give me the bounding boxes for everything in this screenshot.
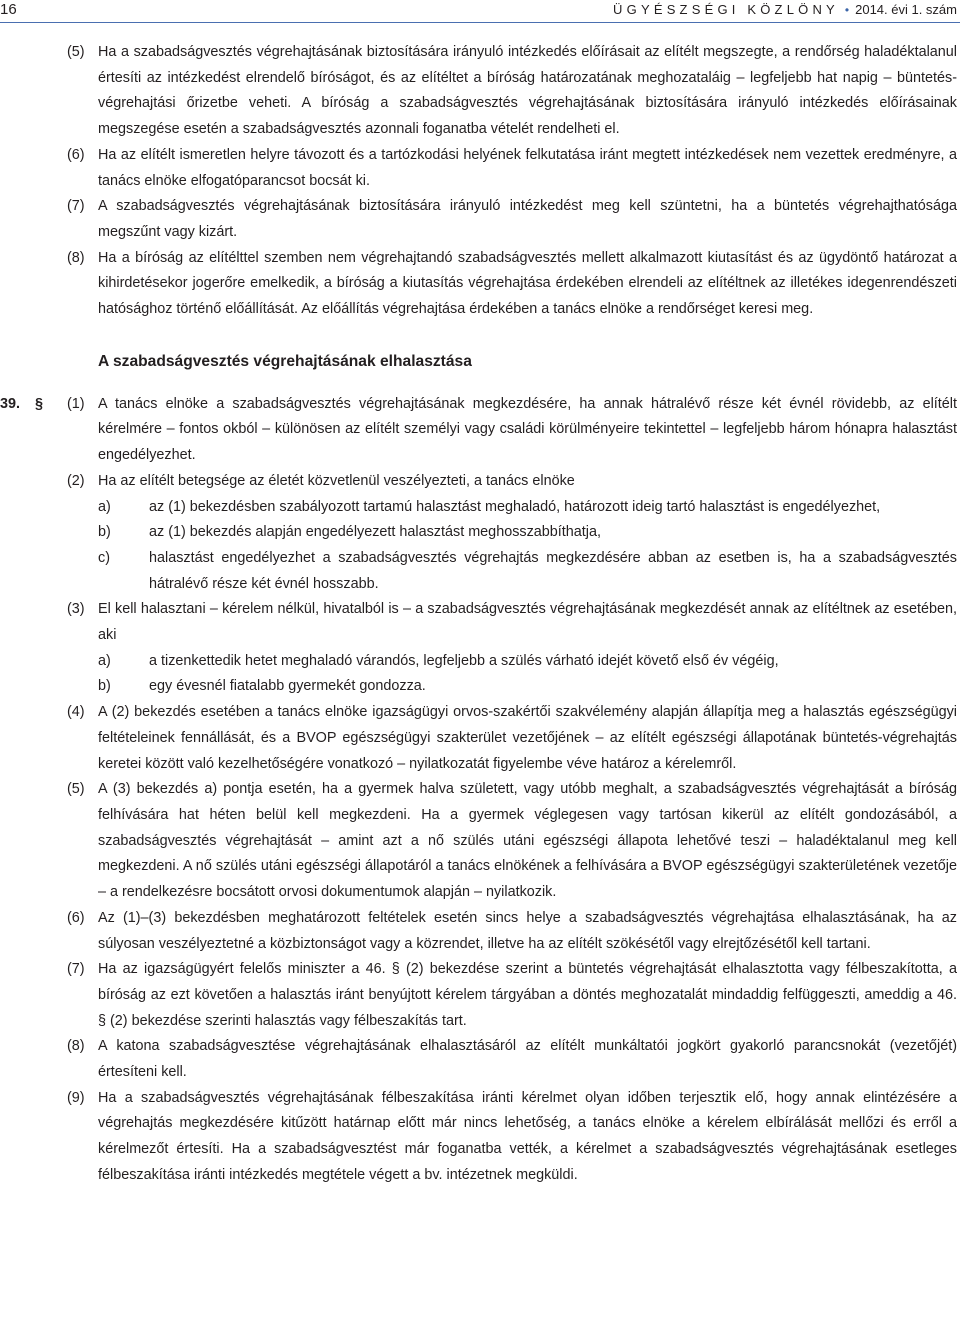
section-heading: A szabadságvesztés végrehajtásának elhalasztása xyxy=(98,352,472,370)
paragraph-number: (6) xyxy=(67,146,85,163)
section-number: 39. xyxy=(0,395,21,412)
paragraph-text: Ha az igazságügyért felelős miniszter a 46. § (2) bekezdése szerint a büntetés végrehajtását elhalasztotta vagy félbeszakította, a bíróság az ezt követően a halasztás iránt benyújtott kérelem tárgyában a döntés meghozatalát mindaddig felfüggeszti, ameddig a 46. § (2) bekezdése szerinti halasztás vagy félbeszakítás tart. xyxy=(98,961,957,1029)
section-39-paragraph-2 xyxy=(0,469,960,495)
section-39-paragraph-8 xyxy=(0,1034,960,1085)
item-text: a tizenkettedik hetet meghaladó várandós, legfeljebb a szülés várható idejét követő első év végéig, xyxy=(149,652,779,669)
section-39-paragraph-6 xyxy=(0,906,960,957)
paragraph-text: Ha az elítélt betegsége az életét közvetlenül veszélyezteti, a tanács elnöke xyxy=(98,472,575,489)
paragraph-text: A tanács elnöke a szabadságvesztés végrehajtásának megkezdésére, ha annak hátralévő része két évnél rövidebb, az elítélt kérelmére – fontos okból – különösen az elítélt személyi vagy családi körülményeire tekintettel – legfeljebb három hónapra halasztást engedélyezhet. xyxy=(98,395,957,464)
paragraph-text: Ha a szabadságvesztés végrehajtásának félbeszakítása iránti kérelmet olyan időben terjesztik elő, hogy annak elintézésére a végrehajtás megkezdésére kitűzött határnap előtt már nincs lehetőség, a tanács elnöke a kérelem elbírálását mellőzi és erről a kérelmezőt értesíti. Ha a szabadságvesztést már foganatba vették, a kérelmet a szabadságvesztés végrehajtásának esetleges félbeszakítása iránti intézkedés megtétele végett a bv. intézetnek megküldi. xyxy=(98,1089,957,1183)
item-label: b) xyxy=(98,678,111,695)
bullet-icon: • xyxy=(844,3,850,17)
paragraph-8 xyxy=(0,246,960,323)
section-39-paragraph-4 xyxy=(0,700,960,777)
paragraph-number: (5) xyxy=(67,781,85,798)
section-39-paragraph-3 xyxy=(0,597,960,648)
item-text: az (1) bekezdésben szabályozott tartamú halasztást meghaladó, határozott ideig tartó halasztást is engedélyezhet, xyxy=(149,498,881,515)
section-39-paragraph-5 xyxy=(0,777,960,906)
paragraph-number: (3) xyxy=(67,601,85,618)
paragraph-number: (8) xyxy=(67,1038,85,1055)
paragraph-number: (2) xyxy=(67,472,85,489)
item-label: c) xyxy=(98,549,110,566)
item-text: egy évesnél fiatalabb gyermekét gondozza. xyxy=(149,678,426,695)
paragraph-text: A (2) bekezdés esetében a tanács elnöke igazságügyi orvos-szakértői szakvélemény alapján állapítja meg a halasztás egészségügyi feltételeinek fennállását, és a BVOP egészségügyi szakterület vezetőjének – az elítélt egészségi állapotának büntetés-végrehajtás keretei között való kezelhetőségére vonatkozó – nyilatkozatát figyelembe véve határoz a kérelemről. xyxy=(98,704,957,772)
list-item xyxy=(0,495,960,521)
section-39-paragraph-1 xyxy=(0,392,960,469)
item-text: az (1) bekezdés alapján engedélyezett halasztást meghosszabbíthatja, xyxy=(149,524,601,541)
issue-label: 2014. évi 1. szám xyxy=(855,2,957,17)
paragraph-number: (8) xyxy=(67,249,85,266)
running-header xyxy=(613,0,957,20)
paragraph-number: (7) xyxy=(67,198,85,215)
paragraph-number: (9) xyxy=(67,1089,85,1106)
section-39-paragraph-9 xyxy=(0,1086,960,1189)
item-text: halasztást engedélyezhet a szabadságvesztés végrehajtás megkezdésére abban az esetben is, ha a szabadságvesztés hátralévő része két évnél hosszabb. xyxy=(149,549,957,592)
paragraph-7 xyxy=(0,194,960,245)
item-label: b) xyxy=(98,524,111,541)
section-39-paragraph-7 xyxy=(0,957,960,1034)
paragraph-number: (6) xyxy=(67,909,85,926)
journal-title: ÜGYÉSZSÉGI KÖZLÖNY xyxy=(613,2,839,17)
section-sign: § xyxy=(35,395,44,412)
header-rule xyxy=(0,22,960,23)
paragraph-text: El kell halasztani – kérelem nélkül, hivatalból is – a szabadságvesztés végrehajtásának megkezdését annak az elítéltnek az esetében, aki xyxy=(98,601,957,644)
paragraph-number: (1) xyxy=(67,395,85,412)
item-label: a) xyxy=(98,498,111,515)
paragraph-number: (5) xyxy=(67,44,85,60)
paragraph-text: Ha a bíróság az elítélttel szemben nem végrehajtandó szabadságvesztés mellett alkalmazott kiutasítást és az ügydöntő határozat a kihirdetésekor jogerőre emelkedik, a bíróság a kiutasítás végrehajtása érdekében elrendeli az elítéltnek az illetékes idegenrendészeti hatósághoz történő előállítását. Az előállítás végrehajtása érdekében a tanács elnöke a rendőrséget keresi meg. xyxy=(98,249,957,318)
paragraph-number: (7) xyxy=(67,961,85,978)
item-label: a) xyxy=(98,652,111,669)
list-item xyxy=(0,674,960,700)
paragraph-text: A (3) bekezdés a) pontja esetén, ha a gyermek halva született, vagy utóbb meghalt, a szabadságvesztés végrehajtását a bíróság felhívására hat héten belül kell megkezdeni. Ha a gyermek véglegesen vagy tartósan kikerül az elítélt gondozásából, a szabadságvesztés végrehajtását – amint azt a nő szülés utáni egészségi állapota lehetővé teszi – haladéktalanul meg kell megkezdeni. A nő szülés utáni egészségi állapotáról a tanács elnökének a felhívására a BVOP egészségügyi szakterületének vezetője – a rendelkezésre bocsátott orvosi dokumentumok alapján – nyilatkozik. xyxy=(98,781,957,901)
paragraph-text: Ha az elítélt ismeretlen helyre távozott és a tartózkodási helyének felkutatása iránt megtett intézkedések nem vezettek eredményre, a tanács elnöke elfogatóparancsot bocsát ki. xyxy=(98,146,957,189)
paragraph-number: (4) xyxy=(67,704,85,721)
list-item xyxy=(0,520,960,546)
document-body xyxy=(0,40,960,1189)
paragraph-6 xyxy=(0,143,960,194)
paragraph-text: A katona szabadságvesztése végrehajtásának elhalasztásáról az elítélt munkáltatói jogkört gyakorló parancsnokát (vezetőjét) értesíteni kell. xyxy=(98,1038,957,1081)
paragraph-text: Ha a szabadságvesztés végrehajtásának biztosítására irányuló intézkedés előírásait az elítélt megszegte, a rendőrség haladéktalanul értesíti az intézkedést elrendelő bíróságot, és az elítéltet a bíróság határozatának meghozataláig – legfeljebb hat napig – büntetés-végrehajtási őrizetbe veheti. A bíróság a szabadságvesztés végrehajtásának biztosítására irányuló intézkedés előírásainak megszegése esetén a szabadságvesztés azonnali foganatba vételét rendelheti el. xyxy=(98,44,957,138)
page-header xyxy=(0,0,960,22)
paragraph-text: Az (1)–(3) bekezdésben meghatározott feltételek esetén sincs helye a szabadságvesztés végrehajtása elhalasztásának, ha az súlyosan veszélyeztetné a közbiztonságot vagy a közrendet, illetve ha az elítélt szökésétől vagy elrejtőzésétől kell tartani. xyxy=(98,909,957,952)
list-item xyxy=(0,649,960,675)
paragraph-text: A szabadságvesztés végrehajtásának biztosítására irányuló intézkedést meg kell szüntetni, ha a büntetés végrehajthatósága megszűnt vagy kizárt. xyxy=(98,198,957,240)
paragraph-5 xyxy=(0,40,960,143)
page-number: 16 xyxy=(0,1,17,18)
list-item xyxy=(0,546,960,597)
